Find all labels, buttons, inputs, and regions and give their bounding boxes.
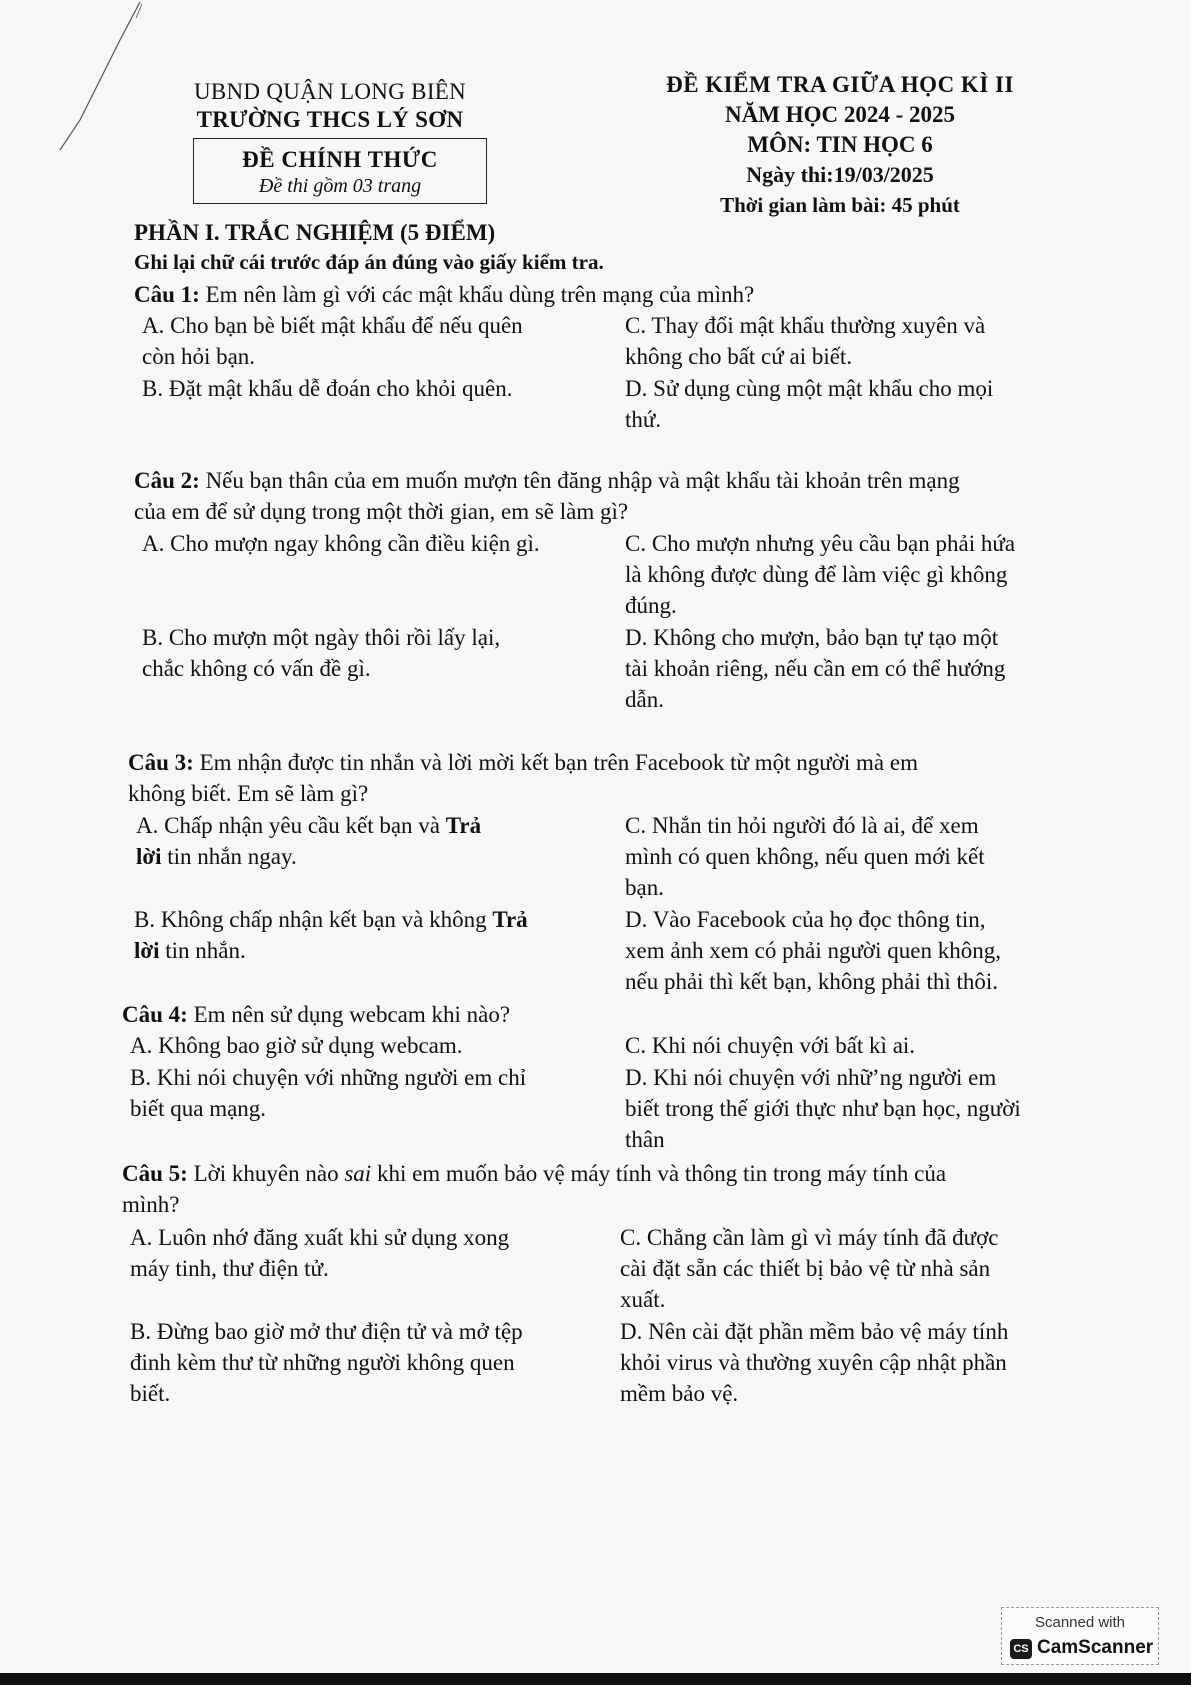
school-year: NĂM HỌC 2024 - 2025	[725, 102, 955, 127]
option-line: khỏi virus và thường xuyên cập nhật phần	[620, 1350, 1007, 1375]
option-line: D. Khi nói chuyện với nhữ’ng người em	[625, 1065, 997, 1090]
option-line: đinh kèm thư từ những người không quen	[130, 1350, 515, 1375]
pen-stroke-mark	[40, 0, 160, 160]
option-line: chắc không có vấn đề gì.	[142, 656, 371, 681]
section-title: PHẦN I. TRẮC NGHIỆM (5 ĐIỂM)	[134, 220, 496, 245]
option-line: đúng.	[625, 593, 677, 618]
option-line: mềm bảo vệ.	[620, 1381, 739, 1406]
option-line: C. Nhắn tin hỏi người đó là ai, để xem	[625, 813, 979, 838]
scan-edge-bar	[0, 1673, 1191, 1685]
option-line: là không được dùng để làm việc gì không	[625, 562, 1008, 587]
question-5	[122, 1158, 946, 1220]
question-2-option-c	[625, 528, 1015, 621]
option-line: A. Không bao giờ sử dụng webcam.	[130, 1033, 463, 1058]
school-header	[150, 78, 510, 134]
camscanner-logo-icon: CS	[1010, 1639, 1032, 1659]
question-3-option-a	[136, 810, 481, 872]
option-line: D. Vào Facebook của họ đọc thông tin,	[625, 907, 986, 932]
option-line: thân	[625, 1127, 665, 1152]
scanned-with-text: Scanned with	[1034, 1614, 1126, 1631]
option-line: biết qua mạng.	[130, 1096, 267, 1121]
option-line: A. Luôn nhớ đăng xuất khi sử dụng xong	[130, 1225, 510, 1250]
option-line: B. Khi nói chuyện với những người em chỉ	[130, 1065, 527, 1090]
question-text: khi em muốn bảo vệ máy tính và thông tin trong máy tính của	[371, 1161, 947, 1186]
official-exam-box	[193, 138, 487, 204]
option-line: tài khoản riêng, nếu cần em có thể hướng	[625, 656, 1006, 681]
section-instruction: Ghi lại chữ cái trước đáp án đúng vào giấy kiểm tra.	[134, 250, 604, 274]
option-text-bold: lời	[136, 844, 162, 869]
question-5-option-b	[130, 1316, 523, 1409]
question-2	[134, 465, 960, 527]
question-text-line2: của em để sử dụng trong một thời gian, em sẽ làm gì?	[134, 499, 629, 524]
district-name: UBND QUẬN LONG BIÊN	[193, 79, 467, 104]
question-label: Câu 5:	[122, 1161, 188, 1186]
option-line: B. Cho mượn một ngày thôi rồi lấy lại,	[142, 625, 501, 650]
question-1-option-d	[625, 373, 993, 435]
question-4-option-a	[130, 1030, 463, 1061]
question-1-option-b	[142, 373, 512, 404]
option-line: còn hỏi bạn.	[142, 344, 256, 369]
option-line: biết trong thế giới thực như bạn học, người	[625, 1096, 1021, 1121]
question-text: Em nhận được tin nhắn và lời mời kết bạn trên Facebook từ một người mà em	[193, 750, 918, 775]
option-line: xuất.	[620, 1287, 666, 1312]
question-label: Câu 2:	[134, 468, 200, 493]
option-line: máy tinh, thư điện tử.	[130, 1256, 329, 1281]
question-4-option-c	[625, 1030, 915, 1061]
option-text: B. Không chấp nhận kết bạn và không	[134, 907, 493, 932]
question-5-option-a	[130, 1222, 509, 1284]
option-line: A. Cho bạn bè biết mật khẩu để nếu quên	[142, 313, 523, 338]
option-line: bạn.	[625, 875, 664, 900]
question-5-option-d	[620, 1316, 1008, 1409]
question-text-italic: sai	[344, 1161, 372, 1186]
subject: MÔN: TIN HỌC 6	[747, 132, 933, 157]
exam-title: ĐỀ KIỂM TRA GIỮA HỌC KÌ II	[666, 72, 1014, 97]
question-2-option-b	[142, 622, 500, 684]
question-1-option-c	[625, 310, 985, 372]
question-text: Em nên sử dụng webcam khi nào?	[187, 1002, 511, 1027]
option-line: C. Chẳng cần làm gì vì máy tính đã được	[620, 1225, 999, 1250]
question-3-option-c	[625, 810, 985, 903]
question-1	[134, 279, 754, 310]
question-text-line2: không biết. Em sẽ làm gì?	[128, 781, 369, 806]
question-label: Câu 3:	[128, 750, 194, 775]
option-line: không cho bất cứ ai biết.	[625, 344, 853, 369]
camscanner-brand: CamScanner	[1037, 1637, 1154, 1658]
exam-duration: Thời gian làm bài: 45 phút	[720, 193, 960, 217]
option-line: C. Cho mượn nhưng yêu cầu bạn phải hứa	[625, 531, 1016, 556]
question-3-option-b	[134, 904, 528, 966]
question-text-line2: mình?	[122, 1192, 180, 1217]
option-line: A. Cho mượn ngay không cần điều kiện gì.	[142, 531, 540, 556]
question-4-option-d	[625, 1062, 1021, 1155]
question-3-option-d	[625, 904, 1001, 997]
option-text-bold: lời	[134, 938, 160, 963]
question-2-option-a	[142, 528, 540, 559]
option-line: thứ.	[625, 407, 662, 432]
option-line: D. Không cho mượn, bảo bạn tự tạo một	[625, 625, 999, 650]
option-line: cài đặt sẵn các thiết bị bảo vệ từ nhà sản	[620, 1256, 991, 1281]
question-text: Em nên làm gì với các mật khẩu dùng trên mạng của mình?	[199, 282, 755, 307]
exam-header	[610, 70, 1070, 220]
camscanner-watermark	[1001, 1607, 1159, 1665]
official-label: ĐỀ CHÍNH THỨC	[242, 147, 438, 172]
question-2-option-d	[625, 622, 1005, 715]
exam-date: Ngày thi:19/03/2025	[746, 162, 934, 187]
question-4-option-b	[130, 1062, 526, 1124]
option-text-bold: Trả	[492, 907, 528, 932]
pages-note: Đề thi gồm 03 trang	[258, 175, 422, 197]
option-line: B. Đặt mật khẩu dễ đoán cho khỏi quên.	[142, 376, 513, 401]
option-line: nếu phải thì kết bạn, không phải thì thôi.	[625, 969, 999, 994]
question-text: Lời khuyên nào	[187, 1161, 345, 1186]
question-4	[122, 999, 510, 1030]
option-line: B. Đừng bao giờ mở thư điện tử và mở tệp	[130, 1319, 523, 1344]
option-line: D. Sử dụng cùng một mật khẩu cho mọi	[625, 376, 994, 401]
question-1-option-a	[142, 310, 523, 372]
question-5-option-c	[620, 1222, 999, 1315]
question-3	[128, 747, 918, 809]
question-text: Nếu bạn thân của em muốn mượn tên đăng nhập và mật khẩu tài khoản trên mạng	[199, 468, 960, 493]
option-line: xem ảnh xem có phải người quen không,	[625, 938, 1001, 963]
option-text: tin nhắn ngay.	[161, 844, 297, 869]
school-name: TRƯỜNG THCS LÝ SƠN	[196, 107, 464, 132]
option-text: A. Chấp nhận yêu cầu kết bạn và	[136, 813, 446, 838]
option-line: C. Khi nói chuyện với bất kì ai.	[625, 1033, 916, 1058]
option-line: dẫn.	[625, 687, 664, 712]
option-text-bold: Trả	[445, 813, 482, 838]
option-line: C. Thay đổi mật khẩu thường xuyên và	[625, 313, 986, 338]
question-label: Câu 1:	[134, 282, 200, 307]
option-line: mình có quen không, nếu quen mới kết	[625, 844, 985, 869]
question-label: Câu 4:	[122, 1002, 188, 1027]
option-line: biết.	[130, 1381, 171, 1406]
option-text: tin nhắn.	[159, 938, 246, 963]
option-line: D. Nên cài đặt phần mềm bảo vệ máy tính	[620, 1319, 1009, 1344]
